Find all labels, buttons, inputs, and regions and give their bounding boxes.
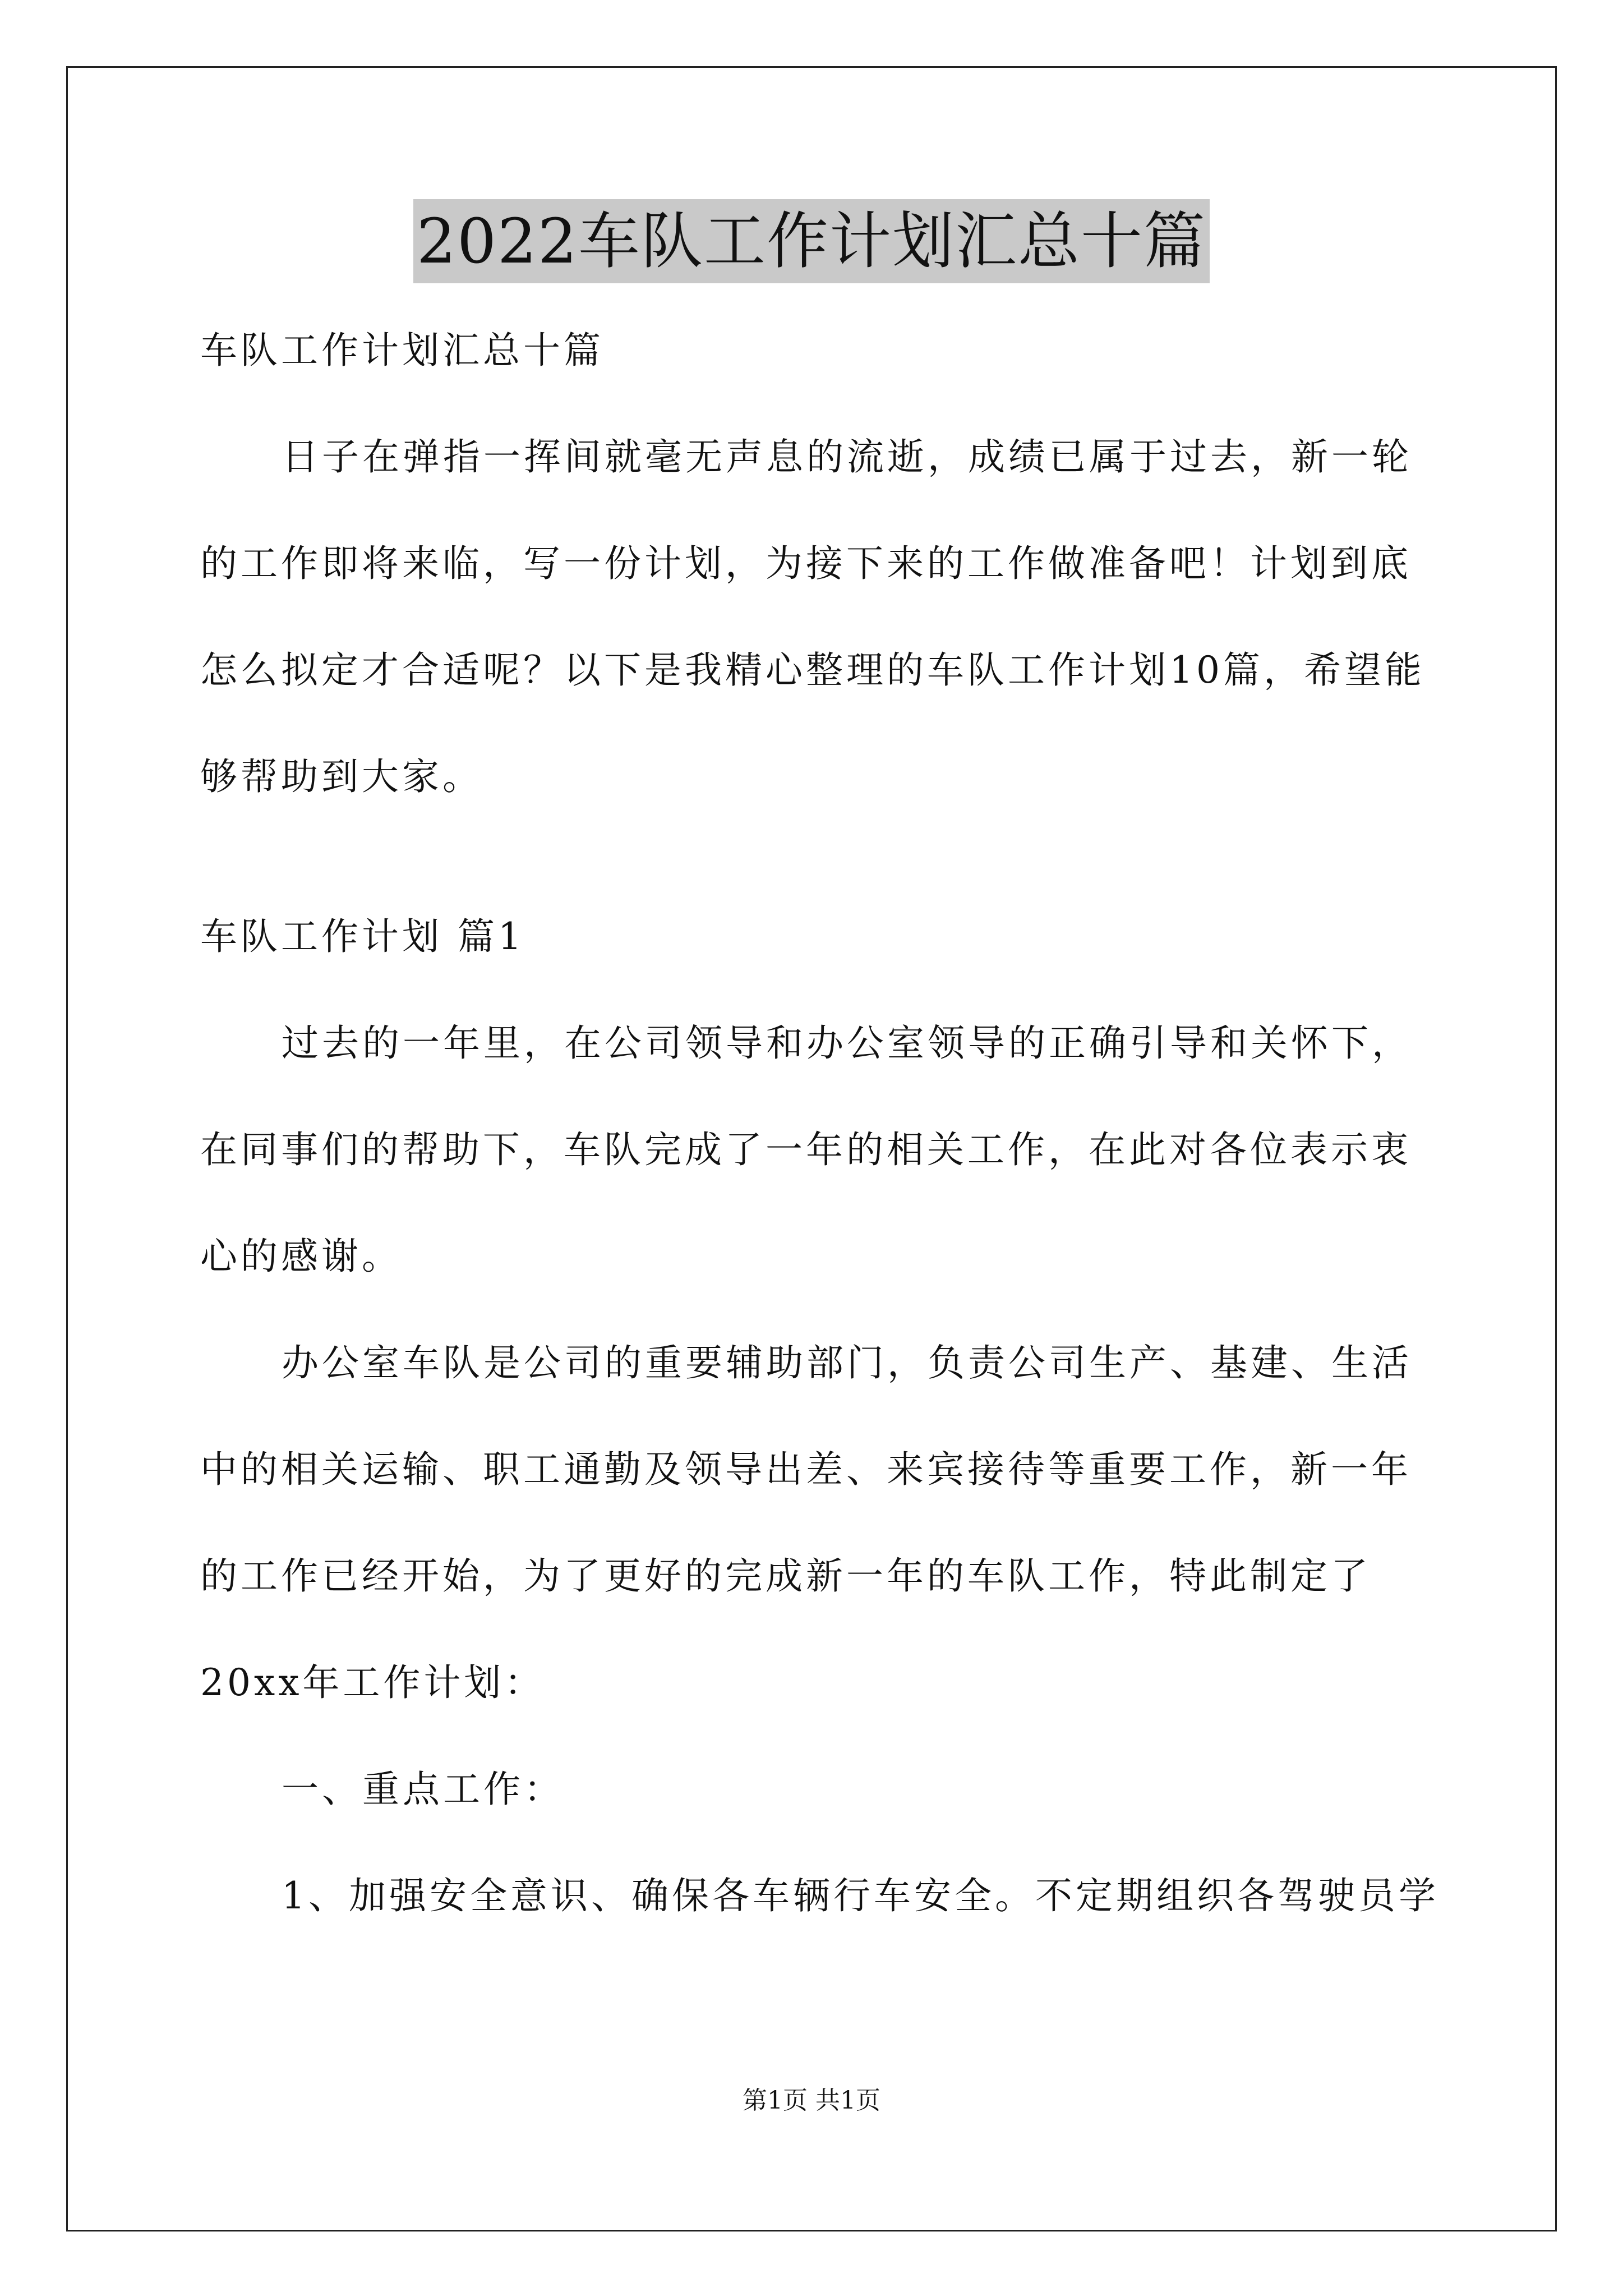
- text-line: 车队工作计划 篇1: [200, 915, 525, 958]
- text-line: 够帮助到大家。: [200, 755, 483, 798]
- title-container: [0, 199, 1623, 283]
- text-line: 20xx年工作计划：: [200, 1661, 545, 1704]
- text-line: 办公室车队是公司的重要辅助部门，负责公司生产、基建、生活: [282, 1341, 1412, 1384]
- text-line: 过去的一年里，在公司领导和办公室领导的正确引导和关怀下，: [282, 1022, 1412, 1065]
- text-line: 的工作即将来临，写一份计划，为接下来的工作做准备吧！计划到底: [200, 542, 1412, 585]
- text-line: 中的相关运输、职工通勤及领导出差、来宾接待等重要工作，新一年: [200, 1448, 1412, 1491]
- text-line: 的工作已经开始，为了更好的完成新一年的车队工作，特此制定了: [200, 1554, 1371, 1598]
- text-line: 心的感谢。: [200, 1235, 402, 1278]
- document-body: [200, 297, 1439, 1949]
- page-footer: 第1页 共1页: [743, 2086, 880, 2115]
- document-title: 2022车队工作计划汇总十篇: [413, 199, 1210, 283]
- text-line: 怎么拟定才合适呢？以下是我精心整理的车队工作计划10篇，希望能: [200, 648, 1425, 692]
- text-line: 在同事们的帮助下，车队完成了一年的相关工作，在此对各位表示衷: [200, 1128, 1412, 1171]
- text-line: 日子在弹指一挥间就毫无声息的流逝，成绩已属于过去，新一轮: [282, 435, 1412, 478]
- text-line: 一、重点工作：: [282, 1768, 564, 1811]
- text-line: 1、加强安全意识、确保各车辆行车安全。不定期组织各驾驶员学: [282, 1874, 1439, 1917]
- text-line: 车队工作计划汇总十篇: [200, 329, 604, 372]
